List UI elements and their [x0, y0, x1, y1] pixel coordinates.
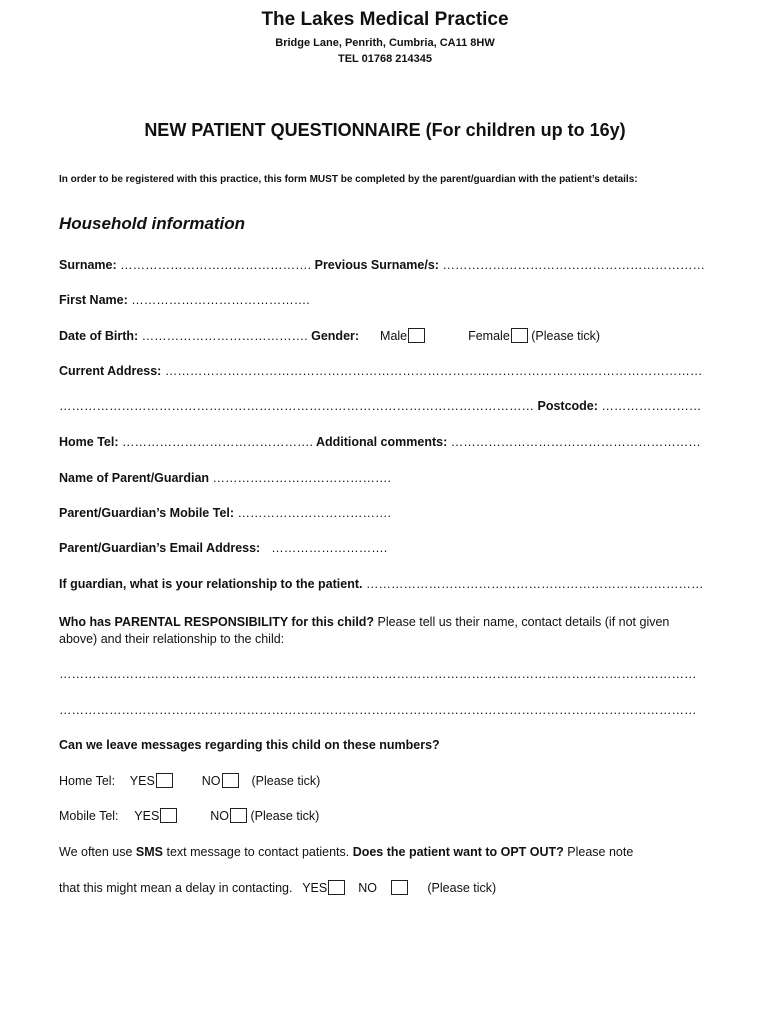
relationship-label: If guardian, what is your relationship to the patient. [59, 577, 363, 591]
messages-mobile-tel-label: Mobile Tel: [59, 809, 119, 823]
mobile-tel-no-checkbox[interactable] [230, 808, 247, 823]
mobile-tel-yes-checkbox[interactable] [160, 808, 177, 823]
parent-name-label: Name of Parent/Guardian [59, 471, 210, 485]
parent-mobile-label: Parent/Guardian’s Mobile Tel: [59, 506, 235, 520]
male-checkbox[interactable] [408, 328, 425, 343]
first-name-row [59, 293, 310, 307]
mobile-tel-no-label: NO [210, 809, 229, 823]
mobile-tel-please-tick: (Please tick) [250, 809, 320, 823]
sms-line-2 [59, 880, 496, 895]
parental-responsibility-instructions: Please tell us their name, contact details (if not given above) and their relationship to the child: [59, 615, 670, 646]
gender-label: Gender: [311, 329, 360, 343]
current-address-row [59, 364, 702, 378]
additional-comments-label: Additional comments: [315, 435, 448, 449]
parental-responsibility-text [59, 614, 699, 648]
home-tel-field[interactable]: ………………………………………. [121, 435, 313, 449]
sms-text-3: Please note [563, 845, 634, 859]
additional-comments-field[interactable]: …………………………………………………… [450, 435, 701, 449]
messages-question: Can we leave messages regarding this child on these numbers? [59, 738, 440, 752]
home-tel-label: Home Tel: [59, 435, 119, 449]
sms-opt-out-question: Does the patient want to OPT OUT? [352, 845, 564, 859]
dob-label: Date of Birth: [59, 329, 139, 343]
surname-field[interactable]: ………………………………………. [120, 258, 312, 272]
sms-delay-text: that this might mean a delay in contacting. [59, 881, 293, 895]
dob-field[interactable]: …………………………………. [141, 329, 308, 343]
previous-surname-field[interactable]: ……………………………………………………… [442, 258, 705, 272]
messages-mobile-tel-row [59, 808, 319, 823]
sms-no-checkbox[interactable] [391, 880, 408, 895]
mobile-tel-yes-label: YES [134, 809, 160, 823]
practice-tel: TEL 01768 214345 [338, 53, 432, 65]
home-tel-yes-checkbox[interactable] [156, 773, 173, 788]
intro-text: In order to be registered with this practice, this form MUST be completed by the parent/guardian with the patient’s details: [59, 174, 638, 185]
surname-label: Surname: [59, 258, 117, 272]
postcode-label: Postcode: [537, 399, 598, 413]
parent-email-label: Parent/Guardian’s Email Address: [59, 541, 261, 555]
address-line2-row [59, 399, 701, 413]
sms-word: SMS [135, 845, 163, 859]
first-name-field[interactable]: ……………………………………. [131, 293, 310, 307]
postcode-field[interactable]: …………………… [601, 399, 702, 413]
form-title: NEW PATIENT QUESTIONNAIRE (For children up to 16y) [144, 120, 626, 140]
home-tel-no-label: NO [201, 774, 221, 788]
sms-yes-checkbox[interactable] [328, 880, 345, 895]
home-tel-no-checkbox[interactable] [222, 773, 239, 788]
messages-home-tel-label: Home Tel: [59, 774, 116, 788]
sms-please-tick: (Please tick) [427, 881, 497, 895]
male-label: Male [380, 329, 408, 343]
address-line2-field[interactable]: …………………………………………………………………………………………………… [59, 399, 534, 413]
parent-mobile-field[interactable]: ………………………………. [237, 506, 391, 520]
parent-email-field[interactable]: ………………………. [271, 541, 388, 555]
current-address-field[interactable]: ………………………………………………………………………………………………………………… [164, 364, 703, 378]
parental-line-2[interactable]: ……………………………………………………………………………………………………………………………………… [59, 703, 697, 717]
parental-responsibility-question: Who has PARENTAL RESPONSIBILITY for this child? [59, 615, 375, 629]
relationship-field[interactable]: ……………………………………………………………………… [365, 577, 704, 591]
sms-no-label: NO [358, 881, 377, 895]
parental-line-1[interactable]: ……………………………………………………………………………………………………………………………………… [59, 667, 697, 681]
dob-row [59, 328, 600, 343]
home-tel-row [59, 435, 701, 449]
relationship-row [59, 577, 703, 591]
sms-text-2: text message to contact patients. [163, 845, 353, 859]
gender-please-tick: (Please tick) [531, 329, 601, 343]
parent-email-row [59, 541, 387, 555]
surname-row [59, 258, 705, 272]
sms-yes-label: YES [302, 881, 328, 895]
first-name-label: First Name: [59, 293, 128, 307]
home-tel-yes-label: YES [129, 774, 155, 788]
practice-address: Bridge Lane, Penrith, Cumbria, CA11 8HW [275, 37, 495, 49]
parent-name-row [59, 471, 391, 485]
section-heading: Household information [59, 214, 246, 233]
parent-name-field[interactable]: ……………………………………. [212, 471, 392, 485]
current-address-label: Current Address: [59, 364, 162, 378]
home-tel-please-tick: (Please tick) [251, 774, 321, 788]
previous-surname-label: Previous Surname/s: [314, 258, 439, 272]
messages-home-tel-row [59, 773, 320, 788]
female-label: Female [468, 329, 510, 343]
female-checkbox[interactable] [511, 328, 528, 343]
sms-line-1 [59, 845, 633, 859]
practice-name: The Lakes Medical Practice [261, 9, 509, 30]
sms-text-1: We often use [59, 845, 136, 859]
parent-mobile-row [59, 506, 391, 520]
